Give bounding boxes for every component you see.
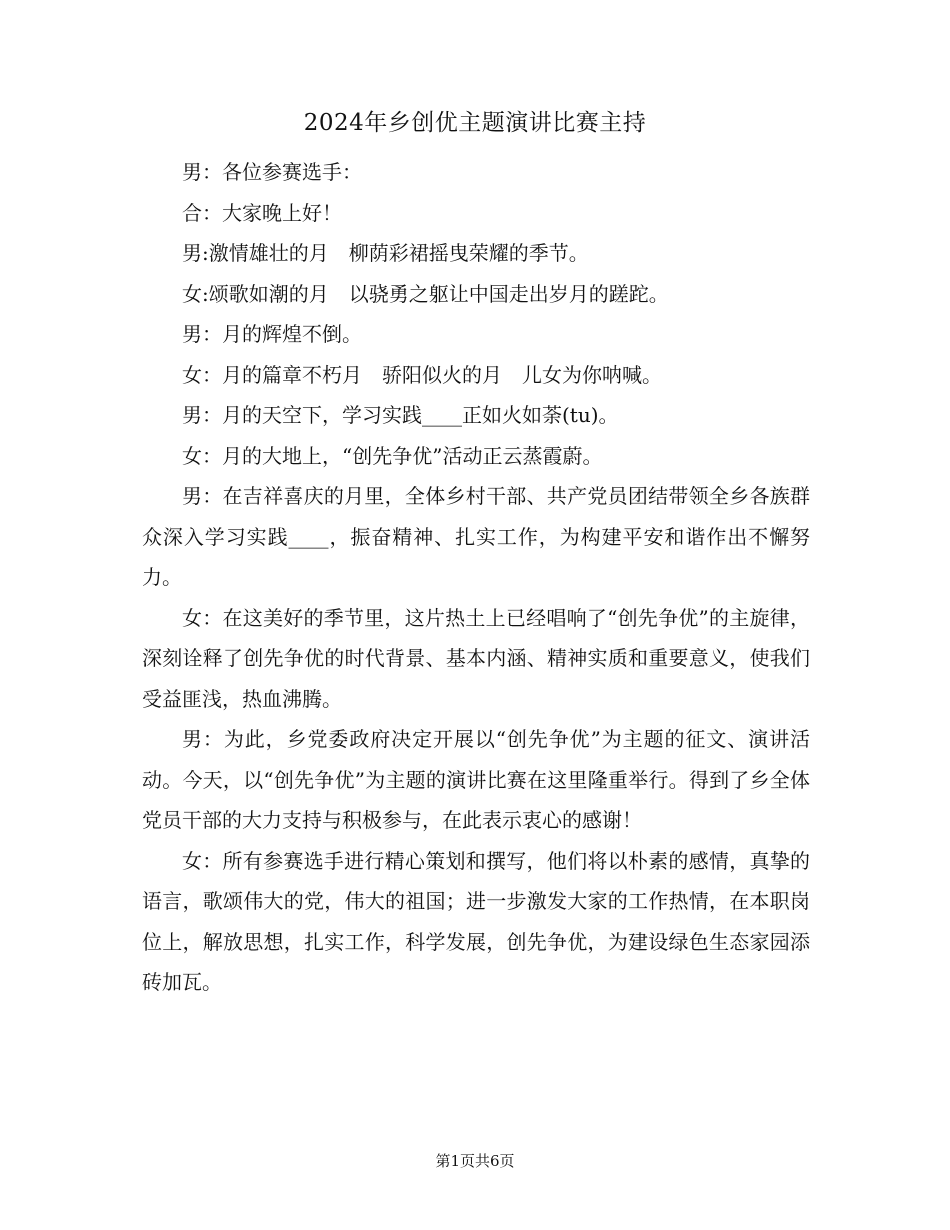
- paragraph: 女:颂歌如潮的月 以骁勇之躯让中国走出岁月的蹉跎。: [182, 281, 669, 306]
- paragraph: 男:激情雄壮的月 柳荫彩裙摇曳荣耀的季节。: [182, 241, 589, 265]
- paragraph: 男：各位参赛选手：: [182, 160, 362, 184]
- paragraph: 女：所有参赛选手进行精心策划和撰写，他们将以朴素的感情，真挚的语言，歌颂伟大的党，伟大的祖国；进一步激发大家的工作热情，在本职岗位上，解放思想，扎实工作，科学发展，创先争优，为建设绿色生态家园添砖加瓦。: [142, 848, 810, 994]
- paragraph: 合：大家晚上好！: [182, 200, 342, 225]
- paragraph: 男：为此，乡党委政府决定开展以“创先争优”为主题的征文、演讲活动。今天，以“创先争优”为主题的演讲比赛在这里隆重举行。得到了乡全体党员干部的大力支持与积极参与，在此表示衷心的感谢！: [142, 727, 810, 832]
- paragraph: 女：月的大地上，“创先争优”活动正云蒸霞蔚。: [182, 443, 603, 468]
- paragraph: 男：月的天空下，学习实践____正如火如荼(tu)。: [182, 403, 619, 427]
- document-body: [142, 152, 810, 1003]
- paragraph: 男：在吉祥喜庆的月里，全体乡村干部、共产党员团结带领全乡各族群众深入学习实践____，振奋精神、扎实工作，为构建平安和谐作出不懈努力。: [142, 484, 810, 589]
- document-title: 2024年乡创优主题演讲比赛主持: [303, 110, 647, 136]
- paragraph: 女：在这美好的季节里，这片热土上已经唱响了“创先争优”的主旋律，深刻诠释了创先争优的时代背景、基本内涵、精神实质和重要意义，使我们受益匪浅，热血沸腾。: [142, 605, 810, 711]
- paragraph: 女：月的篇章不朽月 骄阳似火的月 儿女为你呐喊。: [182, 362, 662, 387]
- paragraph: 男：月的辉煌不倒。: [182, 322, 362, 346]
- page-number: 第1页共6页: [435, 1152, 515, 1170]
